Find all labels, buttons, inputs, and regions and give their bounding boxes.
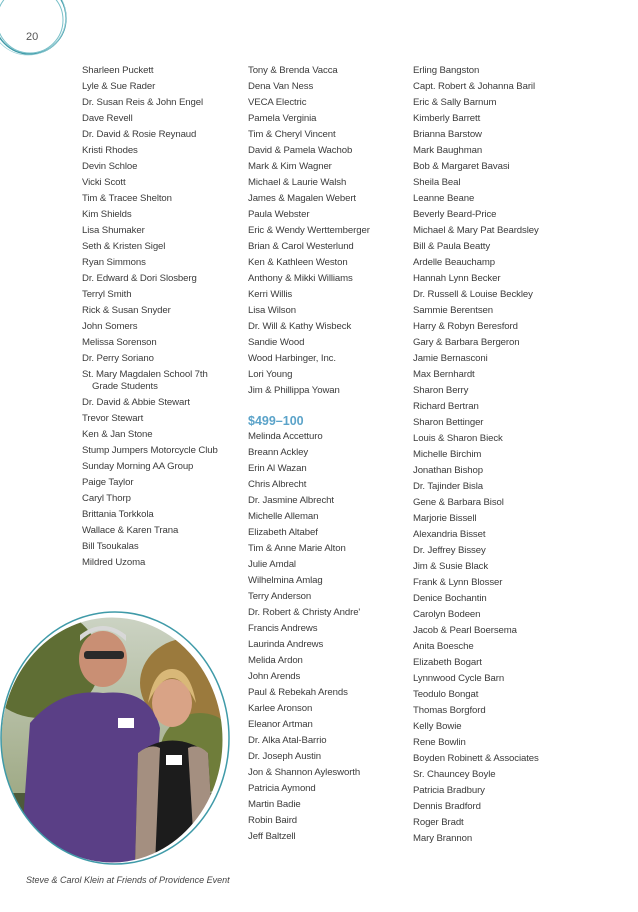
donor-name: Anthony & Mikki Williams: [248, 273, 353, 284]
donor-name: Trevor Stewart: [82, 413, 144, 424]
donor-name: Dave Revell: [82, 113, 133, 124]
donor-name: Mark & Kim Wagner: [248, 161, 332, 172]
donor-name: Boyden Robinett & Associates: [413, 753, 539, 764]
donor-name: Jonathan Bishop: [413, 465, 483, 476]
donor-name: Dr. Jasmine Albrecht: [248, 495, 334, 506]
donor-name: Brianna Barstow: [413, 129, 482, 140]
donor-name: Ryan Simmons: [82, 257, 146, 268]
donor-name: Elizabeth Altabef: [248, 527, 318, 538]
giving-level-heading: $499–100: [248, 414, 304, 428]
donor-name: Devin Schloe: [82, 161, 138, 172]
donor-name: Erling Bangston: [413, 65, 480, 76]
donor-column-2: [248, 63, 408, 845]
donor-name: Eleanor Artman: [248, 719, 313, 730]
donor-name: Melissa Sorenson: [82, 337, 157, 348]
donor-name: Martin Badie: [248, 799, 301, 810]
donor-name: Erin Al Wazan: [248, 463, 307, 474]
donor-name: Dr. Susan Reis & John Engel: [82, 97, 204, 108]
donor-name: Wilhelmina Amlag: [248, 575, 323, 586]
donor-name: Seth & Kristen Sigel: [82, 241, 166, 252]
donor-name: Dr. Russell & Louise Beckley: [413, 289, 533, 300]
donor-name: Sharon Berry: [413, 385, 469, 396]
donor-name: Ken & Jan Stone: [82, 429, 153, 440]
donor-name: Lisa Wilson: [248, 305, 296, 316]
donor-name: Harry & Robyn Beresford: [413, 321, 518, 332]
donor-name: Dr. Tajinder Bisla: [413, 481, 484, 492]
donor-name: Ardelle Beauchamp: [413, 257, 496, 268]
page-number: 20: [26, 31, 39, 43]
donor-name: Sr. Chauncey Boyle: [413, 769, 496, 780]
donor-name: Dr. David & Rosie Reynaud: [82, 129, 197, 140]
donor-name: Alexandria Bisset: [413, 529, 486, 540]
donor-name: Michael & Mary Pat Beardsley: [413, 225, 539, 236]
donor-name: Pamela Verginia: [248, 113, 317, 124]
donor-name: Teodulo Bongat: [413, 689, 479, 700]
donor-name-line: St. Mary Magdalen School 7th: [82, 369, 208, 380]
donor-name: Caryl Thorp: [82, 493, 131, 504]
donor-name: Dr. Robert & Christy Andre': [248, 607, 361, 618]
donor-name: Dr. Jeffrey Bissey: [413, 545, 486, 556]
donor-name: Patricia Bradbury: [413, 785, 485, 796]
donor-name: Robin Baird: [248, 815, 298, 826]
donor-name: Stump Jumpers Motorcycle Club: [82, 445, 218, 456]
donor-name: Elizabeth Bogart: [413, 657, 482, 668]
donor-name: Paige Taylor: [82, 477, 134, 488]
photo-caption: Steve & Carol Klein at Friends of Providence Event: [26, 875, 230, 885]
donor-name: Hannah Lynn Becker: [413, 273, 501, 284]
donor-name: Patricia Aymond: [248, 783, 316, 794]
donor-name: Michelle Alleman: [248, 511, 319, 522]
donor-name: Mildred Uzoma: [82, 557, 146, 568]
donor-name: Melinda Accetturo: [248, 431, 323, 442]
donor-name: James & Magalen Webert: [248, 193, 357, 204]
donor-name: Roger Bradt: [413, 817, 464, 828]
donor-name: [82, 367, 242, 395]
donor-name: Paul & Rebekah Arends: [248, 687, 348, 698]
donor-name: Frank & Lynn Blosser: [413, 577, 503, 588]
donor-name: Wallace & Karen Trana: [82, 525, 179, 536]
donor-name: Denice Bochantin: [413, 593, 487, 604]
donor-name: Bill Tsoukalas: [82, 541, 139, 552]
donor-name: Mary Brannon: [413, 833, 473, 844]
donor-name: Rick & Susan Snyder: [82, 305, 171, 316]
donor-name: Francis Andrews: [248, 623, 318, 634]
donor-name: Sammie Berentsen: [413, 305, 493, 316]
donor-name: Eric & Sally Barnum: [413, 97, 497, 108]
donor-name: Paula Webster: [248, 209, 310, 220]
donor-name: Michelle Birchim: [413, 449, 482, 460]
donor-name: Gary & Barbara Bergeron: [413, 337, 520, 348]
donor-name: Terryl Smith: [82, 289, 132, 300]
donor-name: Julie Amdal: [248, 559, 296, 570]
donor-name: Mark Baughman: [413, 145, 483, 156]
donor-name: Louis & Sharon Bieck: [413, 433, 503, 444]
donor-name: Kim Shields: [82, 209, 132, 220]
donor-name: Beverly Beard-Price: [413, 209, 497, 220]
donor-name: Kimberly Barrett: [413, 113, 481, 124]
donor-name: Lisa Shumaker: [82, 225, 145, 236]
donor-name: Jacob & Pearl Boersema: [413, 625, 517, 636]
donor-name: Dr. Perry Soriano: [82, 353, 154, 364]
donor-name: Jim & Phillippa Yowan: [248, 385, 340, 396]
donor-name: Vicki Scott: [82, 177, 126, 188]
donor-name: Lori Young: [248, 369, 293, 380]
donor-name: Sunday Morning AA Group: [82, 461, 194, 472]
donor-name: Tony & Brenda Vacca: [248, 65, 338, 76]
donor-name: Tim & Tracee Shelton: [82, 193, 172, 204]
donor-name: Capt. Robert & Johanna Baril: [413, 81, 535, 92]
donor-name: Laurinda Andrews: [248, 639, 324, 650]
donor-name: Chris Albrecht: [248, 479, 307, 490]
donor-name: Kristi Rhodes: [82, 145, 138, 156]
donor-name: Carolyn Bodeen: [413, 609, 481, 620]
donor-name: Sharon Bettinger: [413, 417, 484, 428]
donor-name: Dr. Will & Kathy Wisbeck: [248, 321, 352, 332]
donor-name: David & Pamela Wachob: [248, 145, 353, 156]
donor-name: Dr. Alka Atal-Barrio: [248, 735, 327, 746]
donor-name: Ken & Kathleen Weston: [248, 257, 348, 268]
donor-name: Sharleen Puckett: [82, 65, 154, 76]
donor-name: Eric & Wendy Werttemberger: [248, 225, 370, 236]
donor-column-3: [413, 63, 573, 847]
donor-name: Jon & Shannon Aylesworth: [248, 767, 361, 778]
donor-name-line: Grade Students: [92, 381, 158, 392]
donor-name: VECA Electric: [248, 97, 307, 108]
donor-name: Kerri Willis: [248, 289, 293, 300]
donor-name: Jeff Baltzell: [248, 831, 296, 842]
donor-name: John Somers: [82, 321, 138, 332]
event-photo: [0, 603, 235, 865]
donor-name: Kelly Bowie: [413, 721, 462, 732]
donor-name: Terry Anderson: [248, 591, 312, 602]
donor-name: Brittania Torkkola: [82, 509, 154, 520]
donor-name: Breann Ackley: [248, 447, 309, 458]
donor-name: Melida Ardon: [248, 655, 303, 666]
donor-name: Jim & Susie Black: [413, 561, 489, 572]
donor-name: John Arends: [248, 671, 301, 682]
donor-name: Tim & Anne Marie Alton: [248, 543, 346, 554]
donor-name: Dr. Joseph Austin: [248, 751, 321, 762]
donor-name: Lynnwood Cycle Barn: [413, 673, 505, 684]
donor-name: Brian & Carol Westerlund: [248, 241, 354, 252]
donor-name: Dr. David & Abbie Stewart: [82, 397, 190, 408]
donor-name: Tim & Cheryl Vincent: [248, 129, 336, 140]
donor-name: Marjorie Bissell: [413, 513, 477, 524]
donor-name: Bill & Paula Beatty: [413, 241, 491, 252]
donor-name: Dena Van Ness: [248, 81, 314, 92]
donor-name: Bob & Margaret Bavasi: [413, 161, 510, 172]
donor-name: Dennis Bradford: [413, 801, 481, 812]
donor-name: Richard Bertran: [413, 401, 479, 412]
donor-name: Rene Bowlin: [413, 737, 466, 748]
donor-name: Sheila Beal: [413, 177, 461, 188]
donor-name: Sandie Wood: [248, 337, 305, 348]
donor-name: Max Bernhardt: [413, 369, 475, 380]
donor-name: Wood Harbinger, Inc.: [248, 353, 336, 364]
donor-name: Thomas Borgford: [413, 705, 486, 716]
donor-name: Jamie Bernasconi: [413, 353, 488, 364]
donor-name: Lyle & Sue Rader: [82, 81, 156, 92]
donor-name: Michael & Laurie Walsh: [248, 177, 347, 188]
donor-column-1: [82, 63, 242, 571]
donor-name: Anita Boesche: [413, 641, 474, 652]
donor-name: Leanne Beane: [413, 193, 475, 204]
donor-name: Gene & Barbara Bisol: [413, 497, 504, 508]
donor-name: Dr. Edward & Dori Slosberg: [82, 273, 197, 284]
donor-name: Karlee Aronson: [248, 703, 313, 714]
